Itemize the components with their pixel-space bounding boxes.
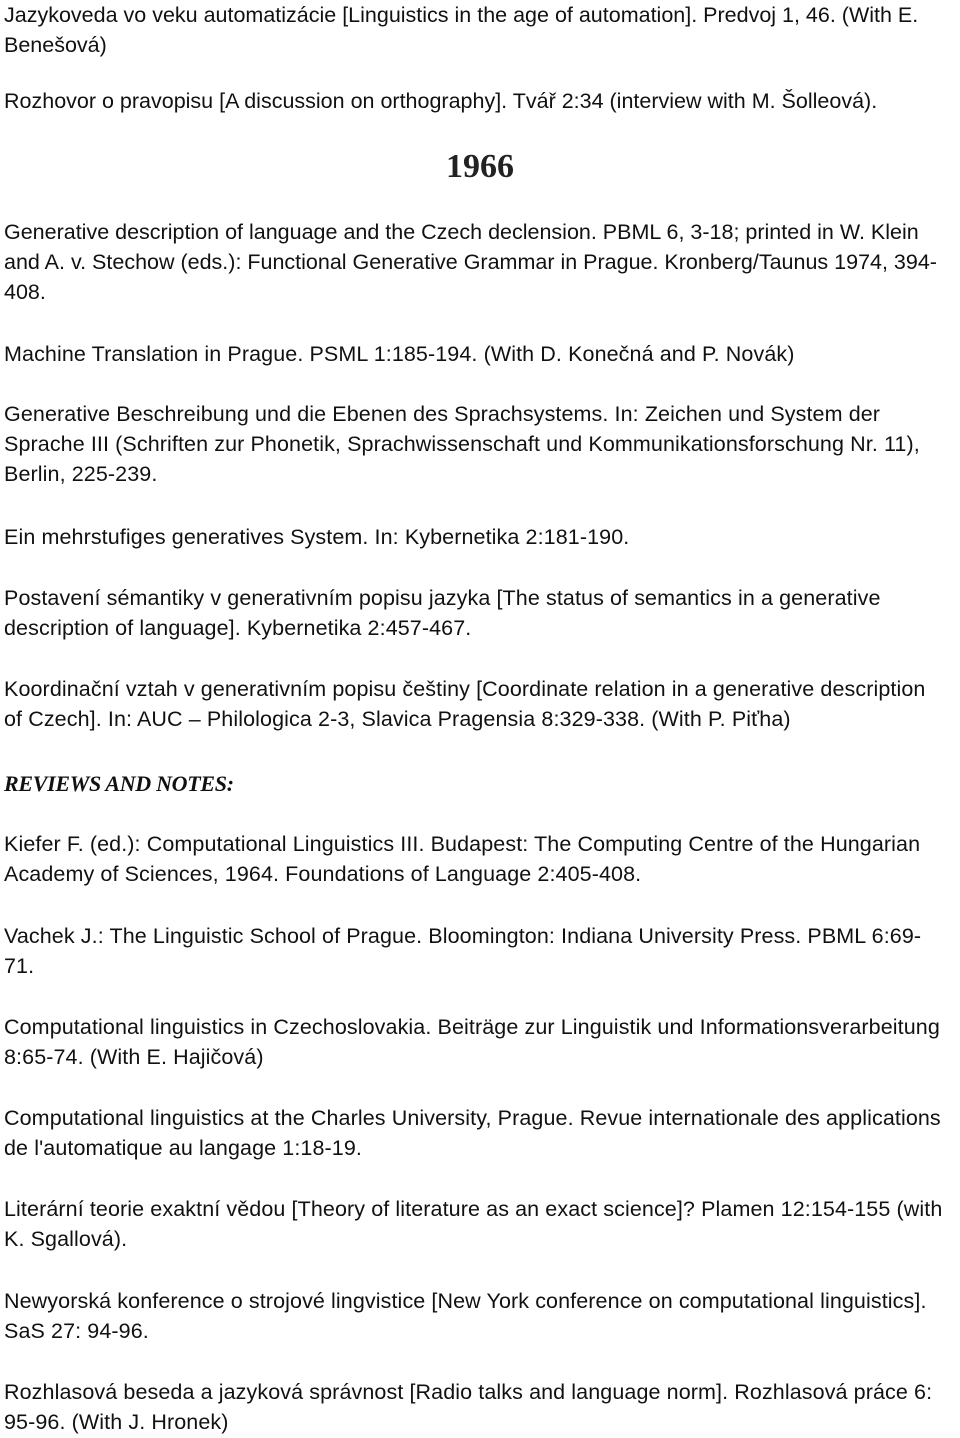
bibliography-entry-1966-1: Generative description of language and the Czech declension. PBML 6, 3-18; printed in W. Klein and A. v. Stechow (eds.): Functional Generative Grammar in Prague. Kronberg/Taunus 1974, 394-408. [4,220,937,304]
bibliography-entry-top-2: Rozhovor o pravopisu [A discussion on orthography]. Tvář 2:34 (interview with M. Šolleová). [4,89,878,113]
review-entry-1: Kiefer F. (ed.): Computational Linguistics III. Budapest: The Computing Centre of the Hungarian Academy of Sciences, 1964. Foundations of Language 2:405-408. [4,832,921,886]
bibliography-entry-1966-6: Koordinační vztah v generativním popisu češtiny [Coordinate relation in a generative description of Czech]. In: AUC – Philologica 2-3, Slavica Pragensia 8:329-338. (With P. Piťha) [4,677,926,731]
bibliography-entry-1966-4: Ein mehrstufiges generatives System. In: Kybernetika 2:181-190. [4,525,630,549]
bibliography-entry-1966-3: Generative Beschreibung und die Ebenen des Sprachsystems. In: Zeichen und System der Sprache III (Schriften zur Phonetik, Sprachwissenschaft und Kommunikationsforschung Nr. 11), Berlin, 225-239. [4,402,920,486]
bibliography-entry-1966-2: Machine Translation in Prague. PSML 1:185-194. (With D. Konečná and P. Novák) [4,342,795,366]
review-entry-5: Literární teorie exaktní vědou [Theory of literature as an exact science]? Plamen 12:154-155 (with K. Sgallová). [4,1197,943,1251]
review-entry-4: Computational linguistics at the Charles University, Prague. Revue internationale des applications de l'automatique au langage 1:18-19. [4,1106,941,1160]
reviews-heading: REVIEWS AND NOTES: [4,771,234,796]
review-entry-6: Newyorská konference o strojové lingvistice [New York conference on computational linguistics]. SaS 27: 94-96. [4,1289,927,1343]
year-heading: 1966 [446,148,514,185]
review-entry-7: Rozhlasová beseda a jazyková správnost [Radio talks and language norm]. Rozhlasová práce 6: 95-96. (With J. Hronek) [4,1380,933,1434]
review-entry-2: Vachek J.: The Linguistic School of Prague. Bloomington: Indiana University Press. PBML 6:69-71. [4,924,922,978]
bibliography-entry-top-1: Jazykoveda vo veku automatizácie [Linguistics in the age of automation]. Predvoj 1, 46. (With E. Benešová) [4,3,919,57]
bibliography-entry-1966-5: Postavení sémantiky v generativním popisu jazyka [The status of semantics in a generative description of language]. Kybernetika 2:457-467. [4,586,881,640]
review-entry-3: Computational linguistics in Czechoslovakia. Beiträge zur Linguistik und Informationsverarbeitung 8:65-74. (With E. Hajičová) [4,1015,940,1069]
